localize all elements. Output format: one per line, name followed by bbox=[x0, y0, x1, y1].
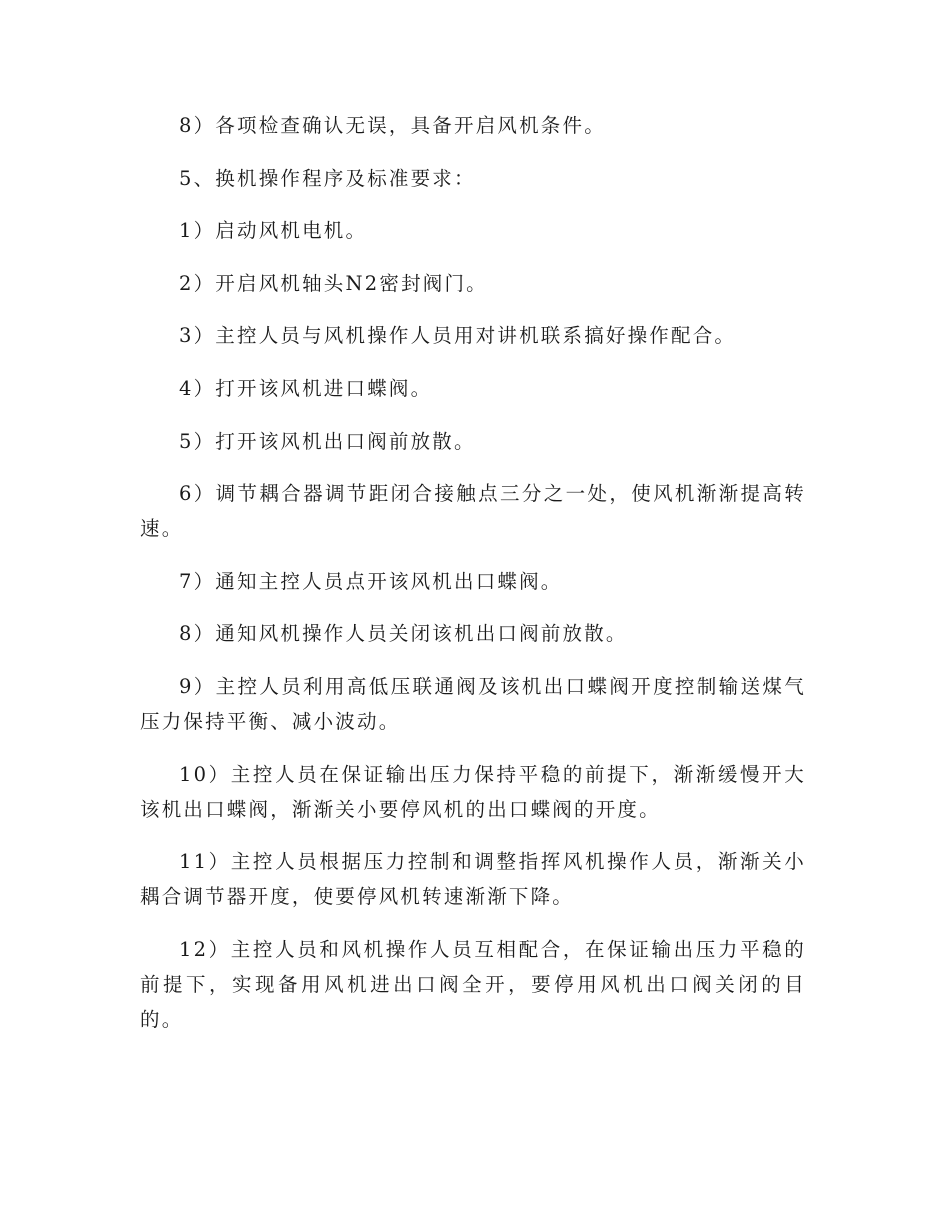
paragraph-step-12: 12）主控人员和风机操作人员互相配合，在保证输出压力平稳的前提下，实现备用风机进出口阀全开，要停用风机出口阀关闭的目的。 bbox=[140, 937, 806, 1031]
paragraph-step-9: 9）主控人员利用高低压联通阀及该机出口蝶阀开度控制输送煤气压力保持平衡、减小波动。 bbox=[140, 674, 806, 733]
paragraph-step-3: 3）主控人员与风机操作人员用对讲机联系搞好操作配合。 bbox=[179, 324, 737, 348]
section-heading-5: 5、换机操作程序及标准要求： bbox=[179, 166, 476, 190]
paragraph-step-2: 2）开启风机轴头N2密封阀门。 bbox=[179, 271, 488, 295]
paragraph-step-4: 4）打开该风机进口蝶阀。 bbox=[179, 376, 433, 400]
paragraph-step-8: 8）通知风机操作人员关闭该机出口阀前放散。 bbox=[179, 622, 628, 646]
paragraph-step-11: 11）主控人员根据压力控制和调整指挥风机操作人员，渐渐关小耦合调节器开度，使要停风机转速渐渐下降。 bbox=[140, 850, 806, 909]
paragraph-check-8: 8）各项检查确认无误，具备开启风机条件。 bbox=[179, 114, 606, 137]
paragraph-step-5: 5）打开该风机出口阀前放散。 bbox=[179, 429, 476, 453]
paragraph-step-6: 6）调节耦合器调节距闭合接触点三分之一处，使风机渐渐提高转速。 bbox=[140, 482, 806, 541]
paragraph-step-7: 7）通知主控人员点开该风机出口蝶阀。 bbox=[179, 569, 563, 593]
paragraph-step-1: 1）启动风机电机。 bbox=[179, 219, 368, 243]
document-body bbox=[140, 108, 806, 1054]
paragraph-step-10: 10）主控人员在保证输出压力保持平稳的前提下，渐渐缓慢开大该机出口蝶阀，渐渐关小要停风机的出口蝶阀的开度。 bbox=[140, 762, 806, 821]
